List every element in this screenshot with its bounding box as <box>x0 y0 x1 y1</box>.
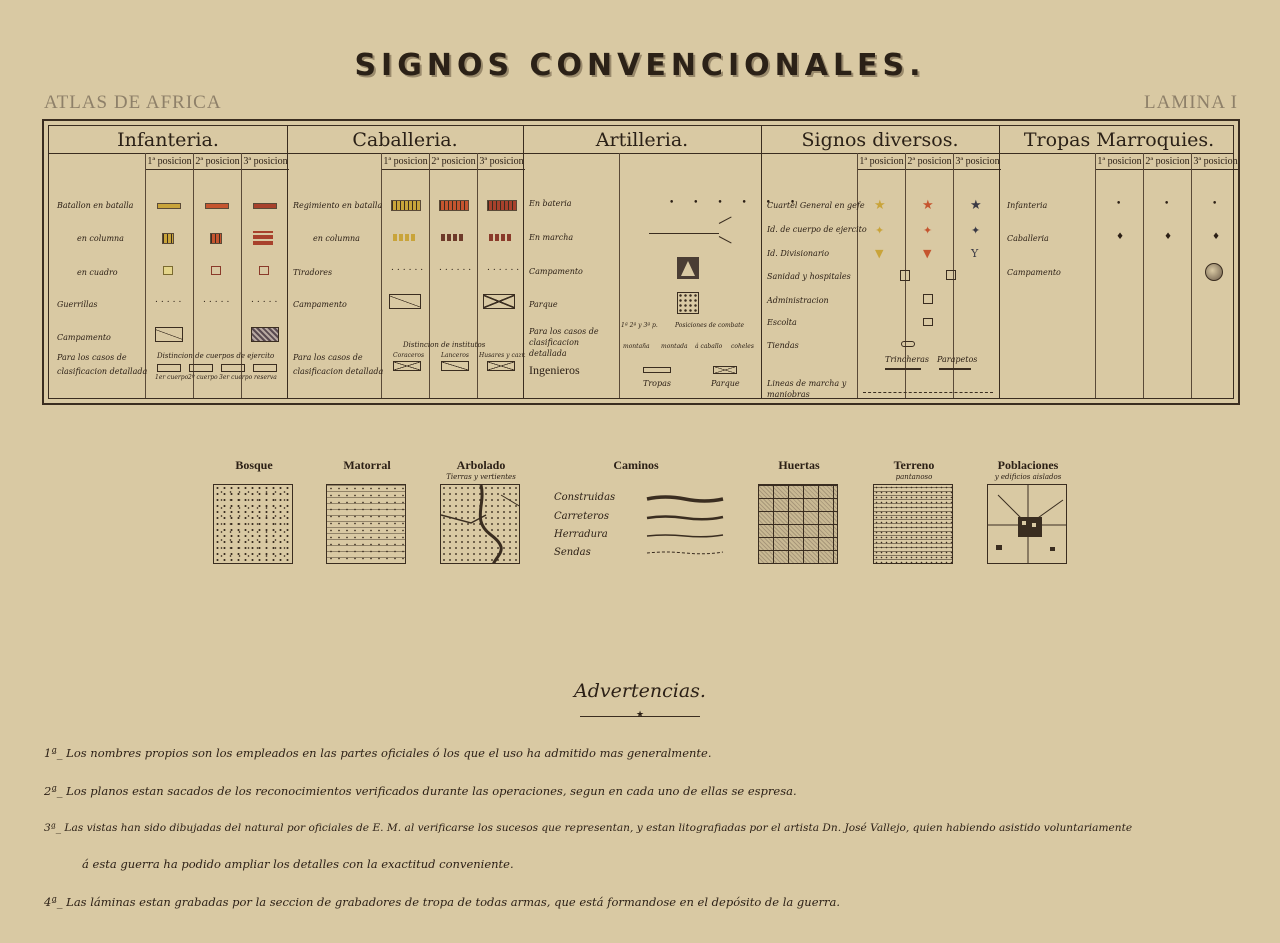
section-tropas-marroquies: Tropas Marroquies. <box>1023 129 1215 151</box>
art-combat-1: montaña <box>623 343 650 350</box>
cab-batalla-3 <box>487 200 517 211</box>
inf-batalla-2 <box>205 203 229 209</box>
terrain-matorral-swatch <box>326 484 406 564</box>
sanidad-sym-2 <box>946 270 956 280</box>
sig-row-cuartel: Cuartel General en gefe <box>767 201 865 210</box>
art-row-bateria: En bateria <box>529 199 572 208</box>
section-signos-diversos: Signos diversos. <box>801 129 959 151</box>
inf-cuadro-3 <box>259 266 269 275</box>
sig-row-lineas: Lineas de marcha y maniobras <box>767 379 847 399</box>
inf-cuadro-2 <box>211 266 221 275</box>
inf-dist-box-1 <box>157 364 181 372</box>
four-point-star-icon: ✦ <box>971 224 981 237</box>
escolta-sym <box>923 318 933 326</box>
art-marcha-branch-1 <box>719 216 732 223</box>
sig-row-sanidad: Sanidad y hospitales <box>767 272 851 281</box>
mar-cab-1: ♦ <box>1116 232 1128 242</box>
cab-tiradores-1: ...... <box>391 263 427 273</box>
mar-row-campamento: Campamento <box>1007 268 1061 277</box>
cab-columna-2 <box>441 234 463 241</box>
plate-label: LAMINA I <box>1143 92 1238 113</box>
administracion-sym <box>923 294 933 304</box>
lineas-marcha-line <box>863 392 993 393</box>
sig-row-escolta: Escolta <box>767 318 797 327</box>
inf-columna-1 <box>162 233 174 244</box>
cab-row-columna: en columna <box>313 234 360 243</box>
atlas-label: ATLAS DE AFRICA <box>44 92 222 113</box>
page-title: SIGNOS CONVENCIONALES. <box>354 48 926 83</box>
four-point-star-icon: ✦ <box>923 224 933 237</box>
cab-tiradores-2: ...... <box>439 263 475 273</box>
mar-row-infanteria: Infanteria <box>1007 201 1048 210</box>
inf-dist-box-2 <box>189 364 213 372</box>
terrain-terreno-sub: pantanoso <box>895 473 933 481</box>
terrain-bosque-swatch <box>213 484 293 564</box>
terrain-matorral-title: Matorral <box>343 458 391 472</box>
art-row-marcha: En marcha <box>529 233 574 242</box>
mar-inf-1: • <box>1116 199 1125 209</box>
parapeto-line <box>939 368 971 370</box>
note-4: 4ª_ Las láminas estan grabadas por la seccion de grabadores de tropa de todas armas, que está formandose en el depósito de la guerra. <box>44 895 841 909</box>
mar-row-caballeria: Caballeria <box>1007 234 1049 243</box>
inf-campamento-3 <box>251 327 279 342</box>
art-parque-sym <box>677 292 699 314</box>
roads-samples-icon <box>645 490 725 558</box>
mar-cab-3: ♦ <box>1212 232 1224 242</box>
inf-dist-4: reserva <box>254 374 277 381</box>
art-tropas-sym <box>643 367 671 373</box>
mar-campamento-sym <box>1205 263 1223 281</box>
inf-pos-3: 3ª posicion <box>242 156 289 170</box>
inf-dist-1: 1er cuerpo <box>155 374 189 381</box>
sig-row-administracion: Administracion <box>767 296 829 305</box>
note-1: 1ª_ Los nombres propios son los empleados en las partes oficiales ó los que el uso ha admitido mas generalmente. <box>44 746 712 760</box>
inf-dist-box-3 <box>221 364 245 372</box>
star-glyph-dark: ★ <box>970 198 982 213</box>
art-combat-3: á caballo <box>695 343 723 350</box>
four-point-star-icon: ✦ <box>875 224 885 237</box>
cab-footnote: Para los casos de clasificacion detallada <box>293 353 384 376</box>
road-herradura: Herradura <box>554 529 608 540</box>
legend-table <box>42 119 1240 405</box>
sig-work-trincheras: Trincheras <box>885 355 929 364</box>
inf-guerrillas-3: ..... <box>251 295 281 305</box>
art-combat-2: montada <box>661 343 688 350</box>
road-construidas: Construidas <box>554 492 616 503</box>
inf-row-batallon: Batallon en batalla <box>57 201 134 210</box>
terrain-arbolado-sub: Tierras y vertientes <box>446 473 516 481</box>
cab-campamento-3 <box>483 294 515 309</box>
cab-columna-1 <box>393 234 415 241</box>
terrain-bosque-title: Bosque <box>235 458 273 472</box>
cab-row-tiradores: Tiradores <box>293 268 333 277</box>
cab-pos-1: 1ª posicion <box>382 156 429 170</box>
art-row-campamento: Campamento <box>529 267 583 276</box>
cab-dist-1: Coraceros <box>393 352 425 359</box>
star-glyph-red: ★ <box>922 198 934 213</box>
cab-dist-box-1 <box>393 361 421 371</box>
cab-dist-3: Husares y cazr. <box>479 352 526 359</box>
section-artilleria: Artilleria. <box>595 129 689 151</box>
terrain-poblaciones-sub: y edificios aislados <box>994 473 1062 481</box>
cab-batalla-1 <box>391 200 421 211</box>
art-eng-tropas: Tropas <box>643 379 671 388</box>
inf-guerrillas-2: ..... <box>203 295 233 305</box>
sig-work-parapetos: Parapetos <box>937 355 978 364</box>
y-mark-icon: Y <box>971 247 979 260</box>
inf-row-campamento: Campamento <box>57 333 111 342</box>
art-marcha-sym <box>649 233 719 234</box>
terrain-terreno-title: Terreno <box>893 458 935 472</box>
art-campamento-tent <box>681 261 695 276</box>
cab-campamento-1 <box>389 294 421 309</box>
sig-row-cuerpo: Id. de cuerpo de ejercito <box>767 225 867 234</box>
art-footnote: Para los casos de clasificacion detallada <box>529 327 599 358</box>
sig-pos-3: 3ª posicion <box>954 156 1001 170</box>
inf-batalla-1 <box>157 203 181 209</box>
sanidad-sym-1 <box>900 270 910 281</box>
terrain-arbolado-title: Arbolado <box>456 458 506 472</box>
mar-pos-2: 2ª posicion <box>1144 156 1191 170</box>
mar-inf-2: • <box>1164 199 1173 209</box>
art-parque-ing-sym <box>713 366 737 374</box>
inf-dist-3: 3er cuerpo <box>219 374 253 381</box>
inf-footnote: Para los casos de clasificacion detallada <box>57 353 148 376</box>
trinchera-line <box>885 368 921 370</box>
cab-columna-3 <box>489 234 511 241</box>
inf-batalla-3 <box>253 203 277 209</box>
inf-pos-1: 1ª posicion <box>146 156 193 170</box>
note-3: 3ª_ Las vistas han sido dibujadas del natural por oficiales de E. M. al verificarse los sucesos que representan, y estan litografiadas por el artista Dn. José Vallejo, quien habiendo asistido voluntariamente <box>44 822 1133 834</box>
arbolado-terrain-icon <box>441 485 520 564</box>
cab-row-campamento: Campamento <box>293 300 347 309</box>
note-2: 2ª_ Los planos estan sacados de los reconocimientos verificados durante las operaciones, segun en cada uno de ellas se espresa. <box>44 784 797 798</box>
inf-row-cuadro: en cuadro <box>77 268 118 277</box>
cab-tiradores-3: ...... <box>487 263 523 273</box>
cab-pos-2: 2ª posicion <box>430 156 477 170</box>
inf-dist-box-4 <box>253 364 277 372</box>
roads-title: Caminos <box>613 458 659 472</box>
terrain-poblaciones-swatch <box>987 484 1067 564</box>
art-ingenieros: Ingenieros <box>529 363 580 377</box>
notes-title: Advertencias. <box>574 680 706 702</box>
section-caballeria: Caballeria. <box>352 129 458 151</box>
sig-pos-1: 1ª posicion <box>858 156 905 170</box>
road-sendas: Sendas <box>554 547 591 558</box>
terrain-huertas-title: Huertas <box>778 458 820 472</box>
inf-row-columna: en columna <box>77 234 124 243</box>
mar-pos-3: 3ª posicion <box>1192 156 1239 170</box>
sig-pos-2: 2ª posicion <box>906 156 953 170</box>
mar-cab-2: ♦ <box>1164 232 1176 242</box>
cab-dist-2: Lanceros <box>441 352 469 359</box>
inf-columna-3 <box>253 231 273 245</box>
terrain-terreno-swatch <box>873 484 953 564</box>
triangle-down-icon: ▼ <box>923 247 932 260</box>
cab-pos-3: 3ª posicion <box>478 156 525 170</box>
town-plan-icon <box>988 485 1067 564</box>
inf-guerrillas-1: ..... <box>155 295 185 305</box>
inf-cuadro-1 <box>163 266 173 275</box>
section-infanteria: Infanteria. <box>117 129 219 151</box>
mar-pos-1: 1ª posicion <box>1096 156 1143 170</box>
art-marcha-branch-2 <box>719 236 732 243</box>
inf-columna-2 <box>210 233 222 244</box>
cab-distinction-title: Distincion de institutos <box>403 341 486 349</box>
inf-distinction-title: Distincion de cuerpos de ejercito <box>157 352 275 360</box>
star-icon <box>874 199 886 212</box>
art-row-parque: Parque <box>529 300 558 309</box>
art-bateria-sym: • • • • • • <box>669 198 804 208</box>
triangle-down-icon: ▼ <box>875 247 884 260</box>
terrain-poblaciones-title: Poblaciones <box>997 458 1059 472</box>
cab-dist-box-2 <box>441 361 469 371</box>
notes-divider-star-icon: ★ <box>636 710 645 720</box>
art-eng-parque: Parque <box>711 379 740 388</box>
tiendas-sym-1 <box>901 341 915 347</box>
art-positions-label: 1ª 2ª y 3ª p. <box>621 322 658 329</box>
cab-dist-box-3 <box>487 361 515 371</box>
sig-row-tiendas: Tiendas <box>767 341 799 350</box>
art-combat-label: Posiciones de combate <box>675 322 745 329</box>
inf-row-guerrillas: Guerrillas <box>57 300 98 309</box>
road-carreteros: Carreteros <box>554 511 609 522</box>
inf-dist-2: 2º cuerpo <box>188 374 218 381</box>
terrain-huertas-swatch <box>758 484 838 564</box>
note-3-cont: á esta guerra ha podido ampliar los detalles con la exactitud conveniente. <box>82 857 514 871</box>
star-icon <box>922 199 934 212</box>
star-glyph-gold: ★ <box>874 198 886 213</box>
sig-row-divisionario: Id. Divisionario <box>767 249 830 258</box>
terrain-arbolado-swatch <box>440 484 520 564</box>
mar-inf-3: • <box>1212 199 1221 209</box>
art-combat-4: coheles <box>731 343 754 350</box>
legend-inner-frame <box>48 125 1238 399</box>
inf-campamento-1 <box>155 327 183 342</box>
cab-row-regimiento: Regimiento en batalla <box>293 201 383 210</box>
inf-pos-2: 2ª posicion <box>194 156 241 170</box>
cab-batalla-2 <box>439 200 469 211</box>
star-icon <box>970 199 982 212</box>
